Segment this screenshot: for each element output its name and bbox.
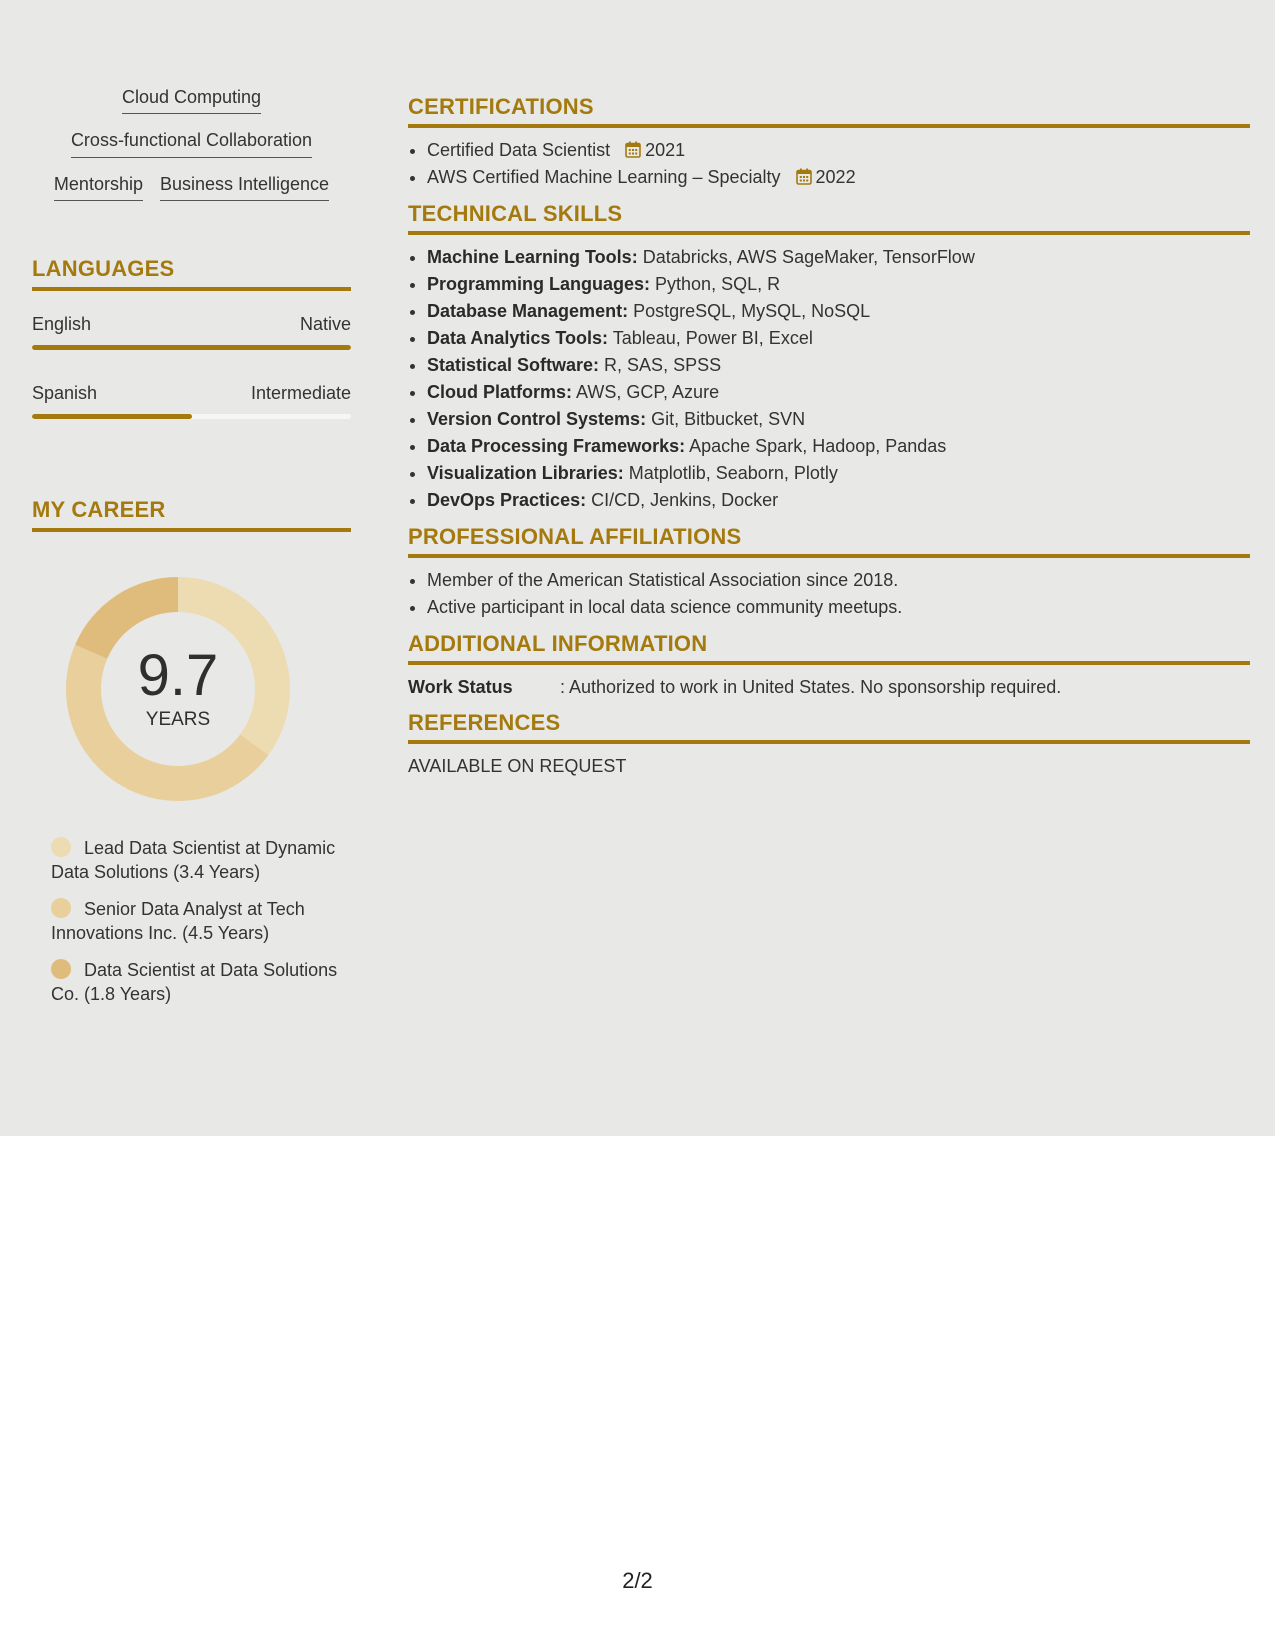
career-heading: MY CAREER: [32, 497, 351, 532]
technical-skill-item: [427, 487, 1250, 514]
certification-item: [427, 137, 1250, 164]
career-donut-chart: [66, 577, 290, 801]
skill-values: PostgreSQL, MySQL, NoSQL: [628, 301, 871, 321]
technical-skill-item: [427, 433, 1250, 460]
technical-skill-item: [427, 244, 1250, 271]
skill-values: Apache Spark, Hadoop, Pandas: [685, 436, 947, 456]
language-bar-track: [32, 345, 351, 350]
career-legend-item: [51, 836, 341, 884]
affiliation-item: • Active participant in local data science community meetups.: [427, 594, 1250, 621]
certifications-heading: CERTIFICATIONS: [408, 94, 1250, 128]
career-legend-label: Senior Data Analyst at Tech Innovations Inc. (4.5 Years): [51, 899, 305, 943]
skill-tag: Cloud Computing: [122, 86, 261, 114]
page-number: 2/2: [622, 1568, 653, 1593]
skill-tag-row: [32, 129, 351, 157]
technical-skills-heading: TECHNICAL SKILLS: [408, 201, 1250, 235]
career-total-unit: YEARS: [145, 709, 211, 730]
skill-category: Cloud Platforms:: [427, 382, 573, 402]
skill-category: Database Management:: [427, 301, 629, 321]
skill-tag-row: [32, 173, 351, 201]
legend-dot: [51, 837, 71, 857]
language-bar-track: [32, 414, 351, 419]
skill-category: Statistical Software:: [427, 355, 600, 375]
languages-heading: LANGUAGES: [32, 256, 351, 291]
language-name: English: [32, 314, 92, 334]
legend-dot: [51, 959, 71, 979]
technical-skill-item: [427, 352, 1250, 379]
skill-values: Git, Bitbucket, SVN: [646, 409, 806, 429]
additional-info-section: [408, 631, 1250, 700]
work-status-label: Work Status: [408, 677, 513, 697]
right-column: [408, 94, 1250, 789]
language-level: Native: [299, 314, 351, 334]
references-text: AVAILABLE ON REQUEST: [408, 756, 627, 776]
skill-values: AWS, GCP, Azure: [572, 382, 720, 402]
language-item: [32, 383, 351, 419]
technical-skill-item: [427, 379, 1250, 406]
technical-skill-item: [427, 460, 1250, 487]
calendar-icon: [796, 168, 812, 185]
skill-values: R, SAS, SPSS: [599, 355, 722, 375]
technical-skill-item: [427, 406, 1250, 433]
career-legend-label: Data Scientist at Data Solutions Co. (1.8 Years): [51, 960, 338, 1004]
career-legend: [51, 836, 341, 1019]
language-bar-fill: [32, 345, 351, 350]
technical-skill-item: [427, 298, 1250, 325]
skill-category: Data Analytics Tools:: [427, 328, 609, 348]
skill-tags: [32, 86, 351, 216]
skill-values: Tableau, Power BI, Excel: [608, 328, 813, 348]
career-legend-item: [51, 958, 341, 1006]
certification-item: [427, 164, 1250, 191]
skill-values: Databricks, AWS SageMaker, TensorFlow: [637, 247, 975, 267]
technical-skills-section: [408, 201, 1250, 514]
affiliations-section: [408, 524, 1250, 621]
language-level: Intermediate: [250, 383, 351, 403]
work-status-value: : Authorized to work in United States. No sponsorship required.: [560, 677, 1062, 697]
skill-tag-row: [32, 86, 351, 114]
calendar-icon: [625, 141, 641, 158]
additional-info-heading: ADDITIONAL INFORMATION: [408, 631, 1250, 665]
skill-category: Programming Languages:: [427, 274, 651, 294]
skill-category: Data Processing Frameworks:: [427, 436, 686, 456]
technical-skill-item: [427, 325, 1250, 352]
work-status-row: [408, 674, 1250, 700]
career-legend-label: Lead Data Scientist at Dynamic Data Solutions (3.4 Years): [51, 838, 336, 882]
certification-year: 2021: [645, 140, 686, 160]
skill-tag: Business Intelligence: [160, 173, 329, 201]
skill-category: DevOps Practices:: [427, 490, 587, 510]
skill-values: CI/CD, Jenkins, Docker: [586, 490, 779, 510]
language-name: Spanish: [32, 383, 98, 403]
certification-year: 2022: [815, 167, 856, 187]
certification-name: AWS Certified Machine Learning – Specialty: [427, 167, 781, 187]
legend-dot: [51, 898, 71, 918]
skill-tag: Cross-functional Collaboration: [71, 129, 312, 157]
affiliations-heading: PROFESSIONAL AFFILIATIONS: [408, 524, 1250, 558]
skill-category: Version Control Systems:: [427, 409, 647, 429]
skill-category: Visualization Libraries:: [427, 463, 624, 483]
references-section: [408, 710, 1250, 779]
skill-tag: Mentorship: [54, 173, 143, 201]
skill-values: Python, SQL, R: [650, 274, 781, 294]
affiliation-item: • Member of the American Statistical Association since 2018.: [427, 567, 1250, 594]
certifications-section: [408, 94, 1250, 191]
skill-values: Matplotlib, Seaborn, Plotly: [623, 463, 838, 483]
career-total-value: 9.7: [137, 643, 219, 708]
skill-category: Machine Learning Tools:: [427, 247, 638, 267]
language-bar-fill: [32, 414, 192, 419]
language-item: [32, 314, 351, 350]
certification-name: Certified Data Scientist: [427, 140, 611, 160]
career-legend-item: [51, 897, 341, 945]
references-heading: REFERENCES: [408, 710, 1250, 744]
technical-skill-item: [427, 271, 1250, 298]
